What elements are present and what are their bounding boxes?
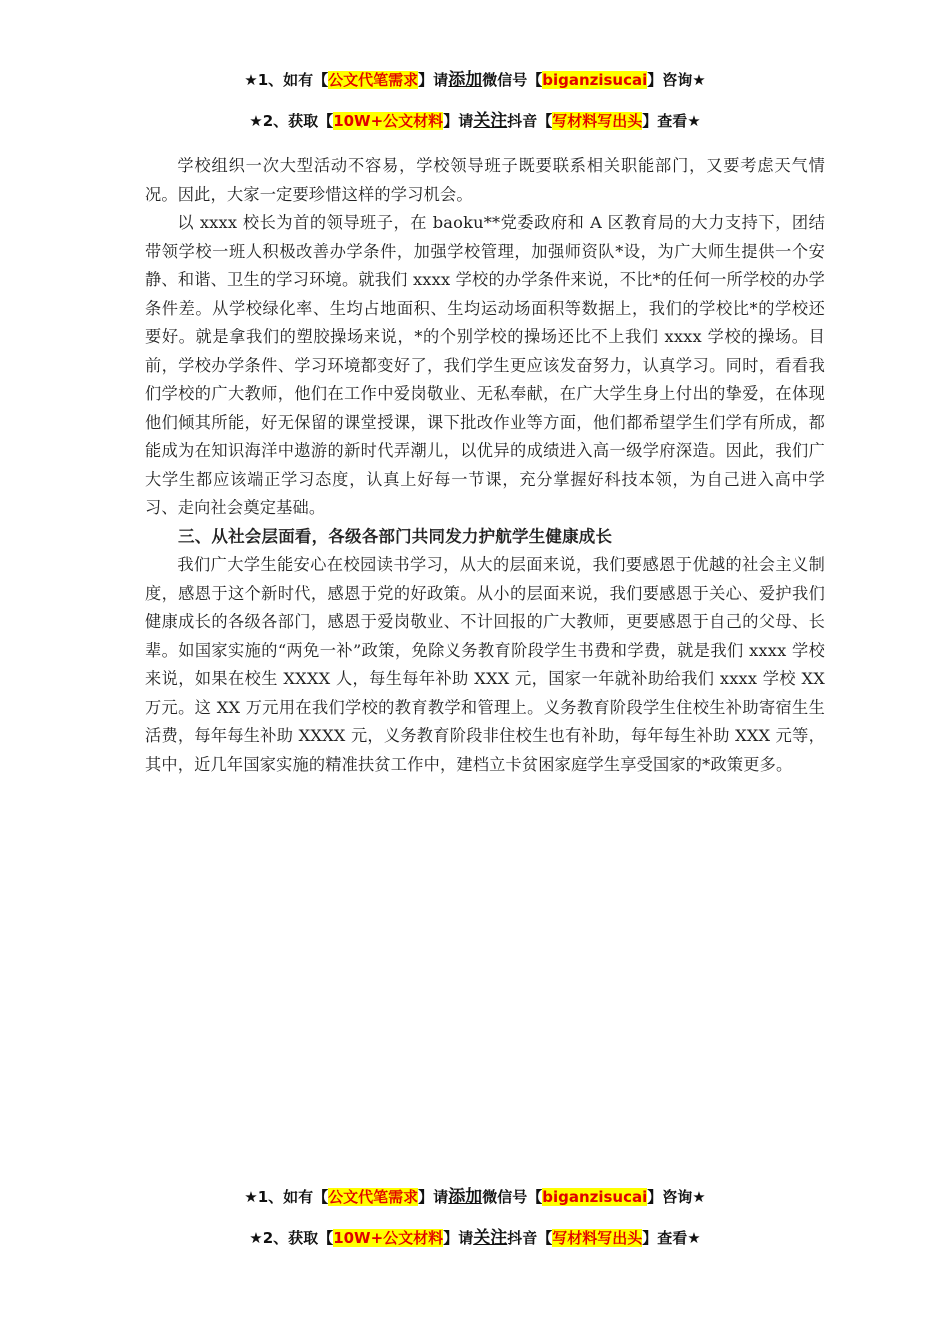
highlight-materials: 10W+公文材料 bbox=[333, 112, 444, 130]
highlight-wechat-id: biganzisucai bbox=[542, 71, 648, 89]
banner-text: 】请 bbox=[418, 1188, 449, 1206]
footer-banner-line1 bbox=[0, 1187, 950, 1207]
banner-text: ★1、如有【 bbox=[244, 71, 329, 89]
banner-text: ★2、获取【 bbox=[249, 1229, 334, 1247]
highlight-materials: 10W+公文材料 bbox=[333, 1229, 444, 1247]
underlined-text: 关注 bbox=[473, 111, 508, 131]
highlight-wechat-id: biganzisucai bbox=[542, 1188, 648, 1206]
header-banner-line2 bbox=[0, 111, 950, 131]
banner-text: 】请 bbox=[418, 71, 449, 89]
paragraph: 学校组织一次大型活动不容易，学校领导班子既要联系相关职能部门，又要考虑天气情况。因此，大家一定要珍惜这样的学习机会。 bbox=[145, 156, 825, 204]
document-body bbox=[145, 152, 825, 779]
underlined-text: 添加 bbox=[448, 1187, 483, 1207]
paragraph: 我们广大学生能安心在校园读书学习，从大的层面来说，我们要感恩于优越的社会主义制度，感恩于这个新时代，感恩于党的好政策。从小的层面来说，我们要感恩于关心、爱护我们健康成长的各级各部门，感恩于爱岗敬业、不计回报的广大教师，更要感恩于自己的父母、长辈。如国家实施的“两免一补”政策，免除义务教育阶段学生书费和学费，就是我们 xxxx 学校来说，如果在校生 XXXX 人，每生每年补助 XXX 元，国家一年就补助给我们 xxxx 学校 XX 万元。这 XX 万元用在我们学校的教育教学和管理上。义务教育阶段学生住校生补助寄宿生生活费，每年每生补助 XXXX 元，义务教育阶段非住校生也有补助，每年每生补助 XXX 元等，其中，近几年国家实施的精准扶贫工作中，建档立卡贫困家庭学生享受国家的*政策更多。 bbox=[145, 555, 825, 774]
banner-text: 】请 bbox=[443, 1229, 474, 1247]
banner-text: 微信号【 bbox=[482, 71, 543, 89]
underlined-text: 添加 bbox=[448, 70, 483, 90]
footer-banner-line2 bbox=[0, 1228, 950, 1248]
banner-text: ★2、获取【 bbox=[249, 112, 334, 130]
banner-text: 】查看★ bbox=[642, 112, 701, 130]
highlight-service: 公文代笔需求 bbox=[328, 71, 419, 89]
highlight-service: 公文代笔需求 bbox=[328, 1188, 419, 1206]
banner-text: 】请 bbox=[443, 112, 474, 130]
banner-text: 】咨询★ bbox=[647, 1188, 706, 1206]
paragraph: 以 xxxx 校长为首的领导班子，在 baoku**党委政府和 A 区教育局的大力支持下，团结带领学校一班人积极改善办学条件，加强学校管理，加强师资队*设，为广大师生提供一个安静、和谐、卫生的学习环境。就我们 xxxx 学校的办学条件来说，不比*的任何一所学校的办学条件差。从学校绿化率、生均占地面积、生均运动场面积等数据上，我们的学校比*的学校还要好。就是拿我们的塑胶操场来说，*的个别学校的操场还比不上我们 xxxx 学校的操场。目前，学校办学条件、学习环境都变好了，我们学生更应该发奋努力，认真学习。同时，看看我们学校的广大教师，他们在工作中爱岗敬业、无私奉献，在广大学生身上付出的挚爱，在体现他们倾其所能，好无保留的课堂授课，课下批改作业等方面，他们都希望学生们学有所成，都能成为在知识海洋中遨游的新时代弄潮儿，以优异的成绩进入高一级学府深造。因此，我们广大学生都应该端正学习态度，认真上好每一节课，充分掌握好科技本领，为自己进入高中学习、走向社会奠定基础。 bbox=[145, 213, 825, 517]
banner-text: 微信号【 bbox=[482, 1188, 543, 1206]
underlined-text: 关注 bbox=[473, 1228, 508, 1248]
banner-text: ★1、如有【 bbox=[244, 1188, 329, 1206]
section-heading: 三、从社会层面看，各级各部门共同发力护航学生健康成长 bbox=[178, 526, 613, 546]
banner-text: 抖音【 bbox=[507, 1229, 553, 1247]
banner-text: 抖音【 bbox=[507, 112, 553, 130]
banner-text: 】咨询★ bbox=[647, 71, 706, 89]
highlight-douyin-name: 写材料写出头 bbox=[552, 1229, 643, 1247]
banner-text: 】查看★ bbox=[642, 1229, 701, 1247]
header-banner-line1 bbox=[0, 70, 950, 90]
highlight-douyin-name: 写材料写出头 bbox=[552, 112, 643, 130]
